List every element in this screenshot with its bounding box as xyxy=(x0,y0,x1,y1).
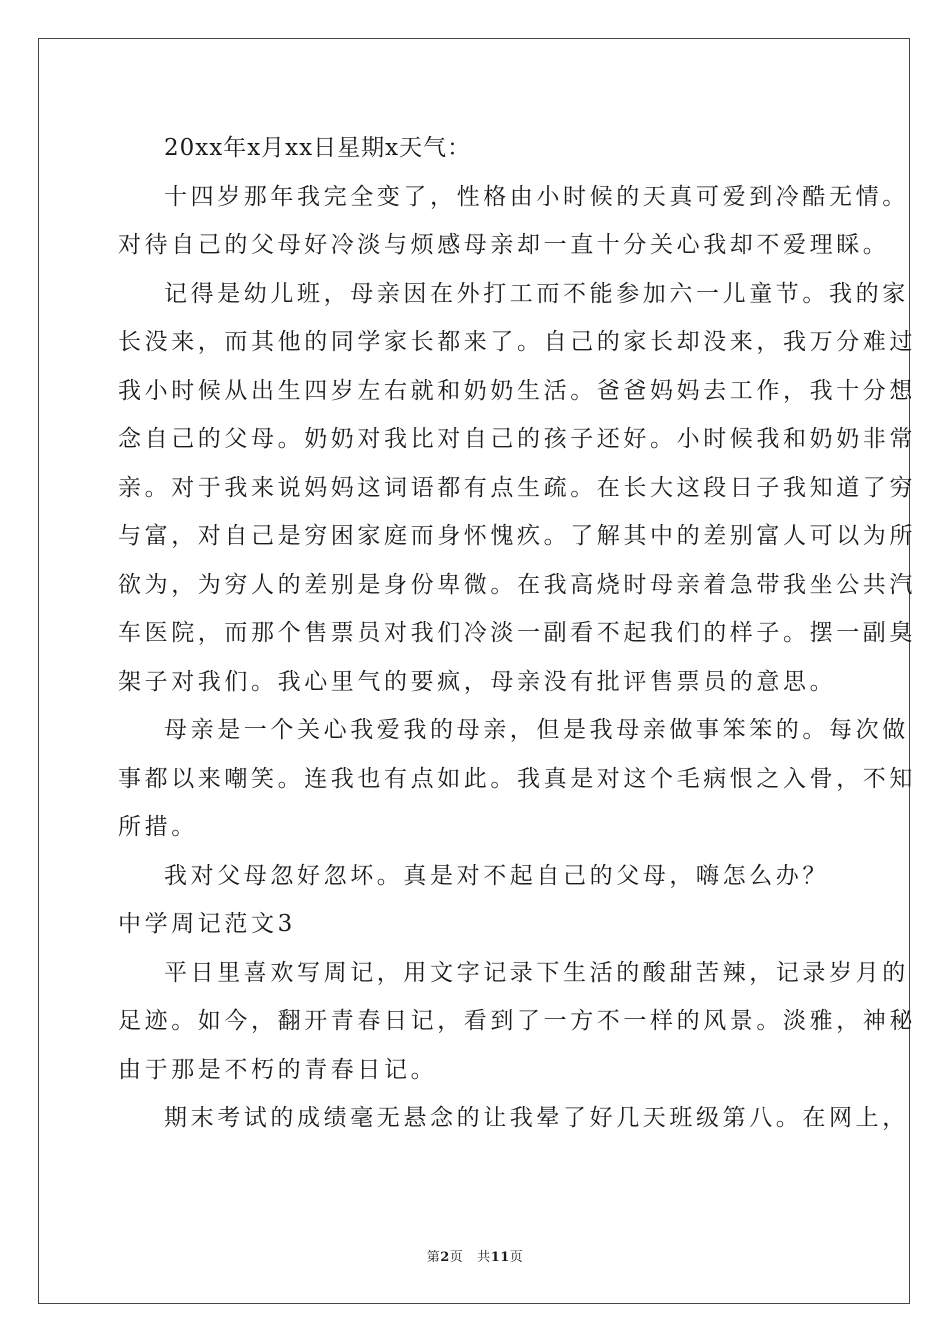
paragraph-line: 长没来，而其他的同学家长都来了。自己的家长却没来，我万分难过 xyxy=(118,329,916,355)
paragraph-line: 我小时候从出生四岁左右就和奶奶生活。爸爸妈妈去工作，我十分想 xyxy=(118,377,916,404)
paragraph-line: 念自己的父母。奶奶对我比对自己的孩子还好。小时候我和奶奶非常 xyxy=(118,426,916,452)
paragraph-line: 事都以来嘲笑。连我也有点如此。我真是对这个毛病恨之入骨，不知 xyxy=(118,765,916,792)
paragraph-line: 对待自己的父母好冷淡与烦感母亲却一直十分关心我却不爱理睬。 xyxy=(118,232,890,258)
section-heading: 中学周记范文3 xyxy=(118,911,296,937)
paragraph-line: 足迹。如今，翻开青春日记，看到了一方不一样的风景。淡雅，神秘 xyxy=(118,1008,916,1034)
paragraph-line: 十四岁那年我完全变了，性格由小时候的天真可爱到冷酷无情。 xyxy=(164,183,909,210)
paragraph-line: 与富，对自己是穷困家庭而身怀愧疚。了解其中的差别富人可以为所 xyxy=(118,523,916,549)
total-pages: 11 xyxy=(490,1250,510,1265)
paragraph-line: 亲。对于我来说妈妈这词语都有点生疏。在长大这段日子我知道了穷 xyxy=(118,474,916,501)
paragraph-line: 欲为，为穷人的差别是身份卑微。在我高烧时母亲着急带我坐公共汽 xyxy=(118,571,916,598)
document-body xyxy=(118,132,916,1151)
paragraph-line: 所措。 xyxy=(118,814,198,840)
paragraph-line: 平日里喜欢写周记，用文字记录下生活的酸甜苦辣，记录岁月的 xyxy=(164,959,909,986)
page-suffix: 页 xyxy=(449,1250,464,1265)
total-prefix: 共 xyxy=(477,1250,491,1265)
paragraph-line: 期末考试的成绩毫无悬念的让我晕了好几天班级第八。在网上， xyxy=(164,1105,909,1131)
paragraph-line: 记得是幼儿班，母亲因在外打工而不能参加六一儿童节。我的家 xyxy=(164,280,909,307)
paragraph-line: 车医院，而那个售票员对我们冷淡一副看不起我们的样子。摆一副臭 xyxy=(118,620,916,646)
page-number: 2 xyxy=(440,1250,450,1265)
page-prefix: 第 xyxy=(426,1250,441,1265)
page-footer xyxy=(0,1246,950,1265)
date-weather-line: 20xx年x月xx日星期x天气： xyxy=(164,135,472,161)
paragraph-line: 架子对我们。我心里气的要疯，母亲没有批评售票员的意思。 xyxy=(118,668,837,695)
paragraph-line: 我对父母忽好忽坏。真是对不起自己的父母，嗨怎么办？ xyxy=(164,862,829,889)
paragraph-line: 由于那是不朽的青春日记。 xyxy=(118,1056,438,1083)
paragraph-line: 母亲是一个关心我爱我的母亲，但是我母亲做事笨笨的。每次做 xyxy=(164,717,909,743)
total-suffix: 页 xyxy=(509,1250,524,1265)
